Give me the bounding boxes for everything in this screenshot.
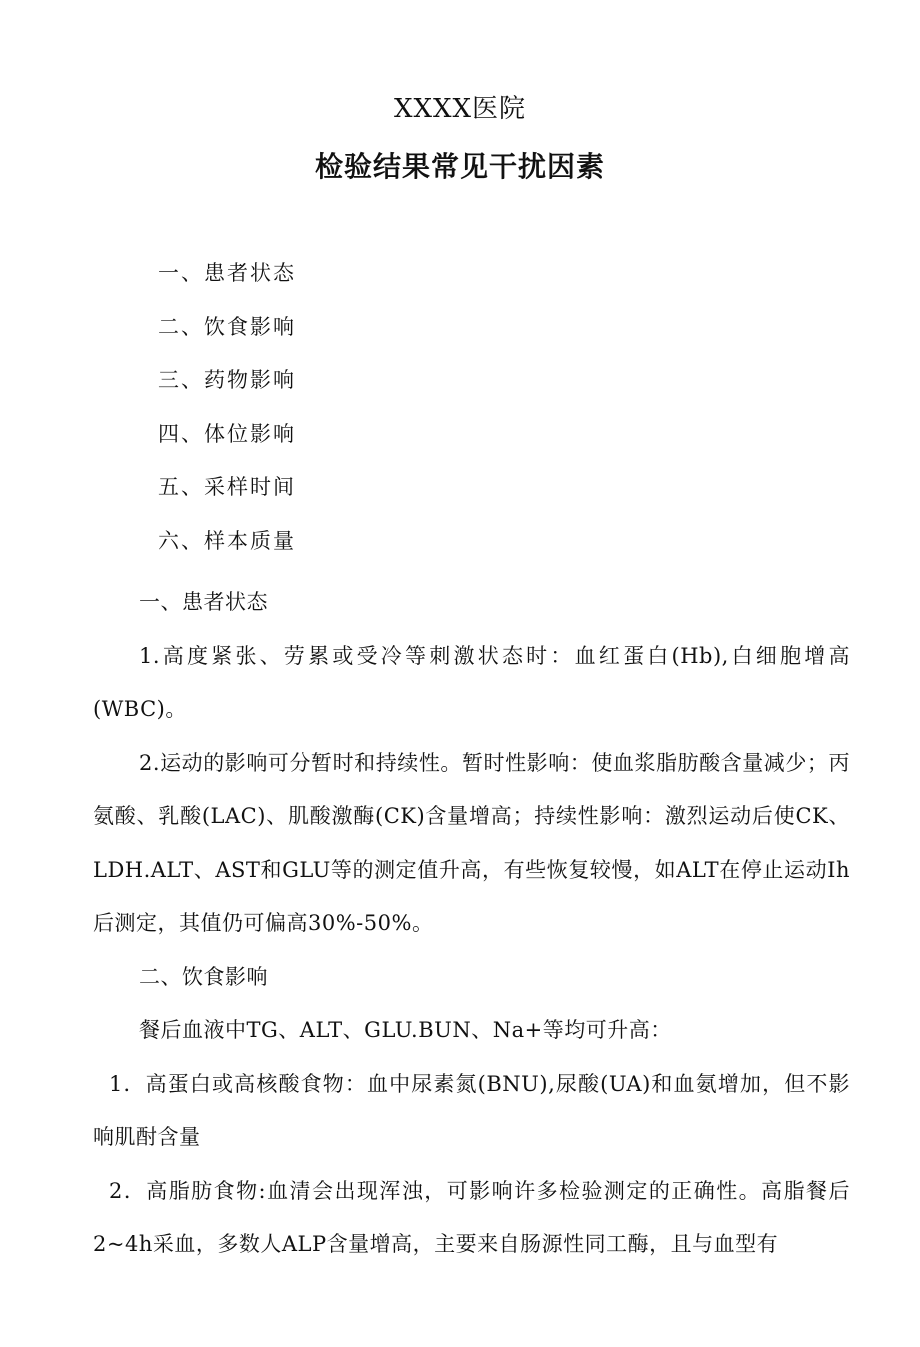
toc-item: 二、饮食影响 [158,314,296,339]
paragraph: 2．高脂肪食物:血清会出现浑浊，可影响许多检验测定的正确性。高脂餐后2~4h采血，多数人ALP含量增高，主要来自肠源性同工酶，且与血型有 [93,1178,850,1256]
toc-item: 四、体位影响 [158,421,296,446]
section-heading-diet: 二、饮食影响 [139,964,268,989]
paragraph: 1．高蛋白或高核酸食物：血中尿素氮(BNU),尿酸(UA)和血氨增加，但不影响肌酎含量 [93,1071,850,1149]
toc-item: 六、样本质量 [158,528,296,553]
paragraph: 1.高度紧张、劳累或受冷等刺激状态时：血红蛋白(Hb),白细胞增高(WBC)。 [93,643,850,721]
section-heading-patient-state: 一、患者状态 [139,590,268,614]
hospital-name: XXXX医院 [393,94,527,124]
table-of-contents [158,255,296,576]
toc-item: 一、患者状态 [158,261,296,285]
toc-item: 五、采样时间 [158,475,296,499]
document-body [93,576,850,1272]
document-title: 检验结果常见干扰因素 [314,150,605,183]
toc-item: 三、药物影响 [158,368,296,392]
paragraph: 餐后血液中TG、ALT、GLU.BUN、Na+等均可升高： [139,1018,672,1042]
paragraph: 2.运动的影响可分暂时和持续性。暂时性影响：使血浆脂肪酸含量减少；丙氨酸、乳酸(LAC)、肌酸激酶(CK)含量增高；持续性影响：激烈运动后使CK、LDH.ALT、AST和GLU等的测定值升高，有些恢复较慢，如ALT在停止运动Ih后测定，其值仍可偏高30%-50%。 [93,750,850,935]
